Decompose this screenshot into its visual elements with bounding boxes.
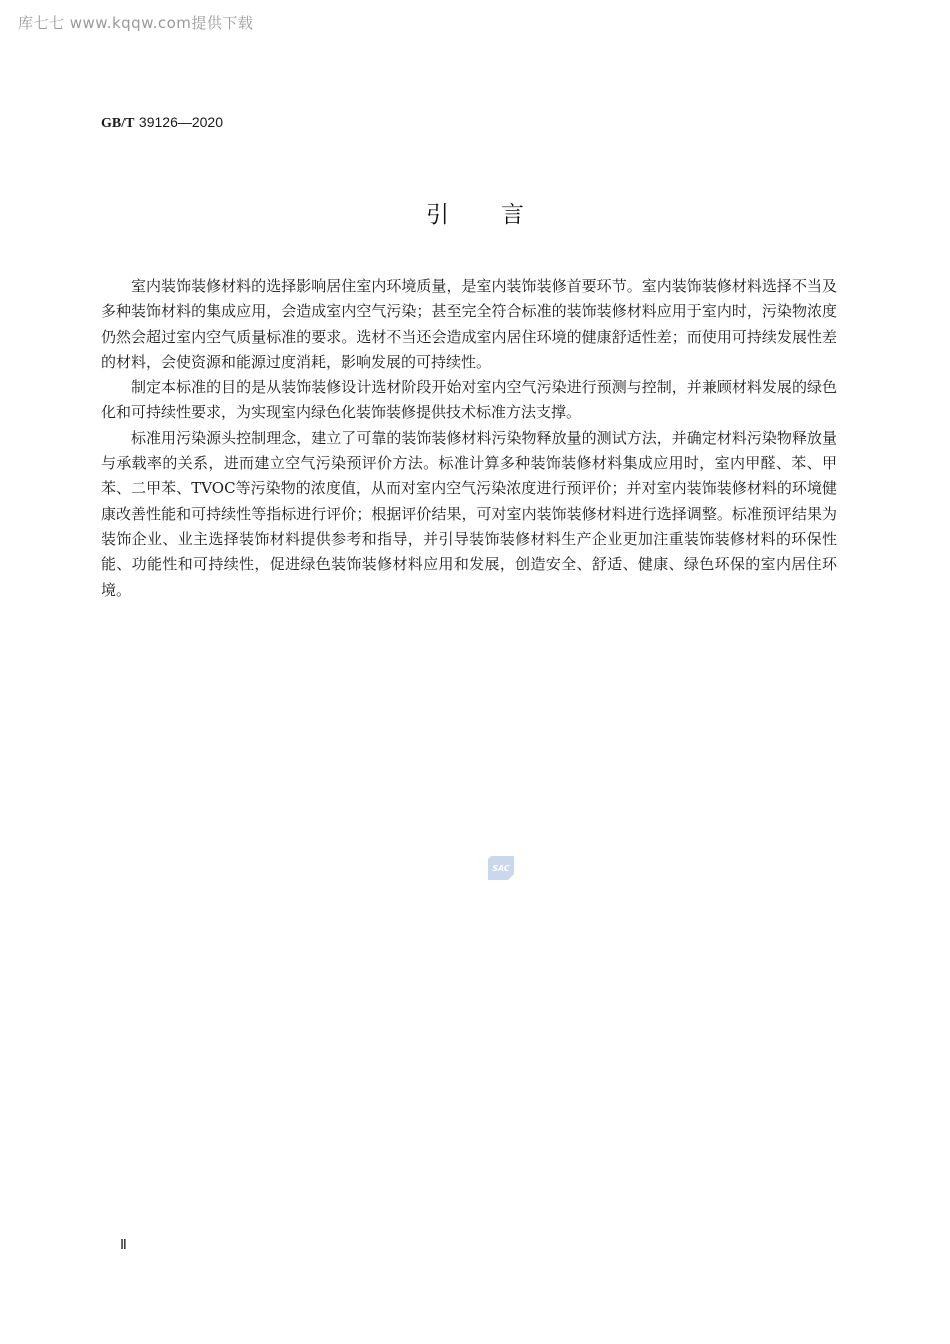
standard-number-header: [101, 114, 223, 132]
standard-number: 39126—2020: [138, 114, 223, 130]
section-title: 引言: [426, 202, 576, 228]
page-number: Ⅱ: [120, 1238, 127, 1253]
paragraph-2: 制定本标准的目的是从装饰装修设计选材阶段开始对室内空气污染进行预测与控制，并兼顾材料发展的绿色化和可持续性要求，为实现室内绿色化装饰装修提供技术标准方法支撑。: [101, 378, 837, 422]
standard-prefix: GB/T: [101, 116, 135, 131]
sac-logo-icon: [488, 856, 514, 880]
download-watermark: 库七七 www.kqqw.com提供下载: [18, 14, 254, 32]
paragraph-3: 标准用污染源头控制理念，建立了可靠的装饰装修材料污染物释放量的测试方法，并确定材料污染物释放量与承载率的关系，进而建立空气污染预评价方法。标准计算多种装饰装修材料集成应用时，室内甲醛、苯、甲苯、二甲苯、TVOC等污染物的浓度值，从而对室内空气污染浓度进行预评价；并对室内装饰装修材料的环境健康改善性能和可持续性等指标进行评价；根据评价结果，可对室内装饰装修材料进行选择调整。标准预评结果为装饰企业、业主选择装饰材料提供参考和指导，并引导装饰装修材料生产企业更加注重装饰装修材料的环保性能、功能性和可持续性，促进绿色装饰装修材料应用和发展，创造安全、舒适、健康、绿色环保的室内居住环境。: [101, 428, 837, 599]
introduction-body: [101, 274, 837, 603]
paragraph-1: 室内装饰装修材料的选择影响居住室内环境质量，是室内装饰装修首要环节。室内装饰装修材料选择不当及多种装饰材料的集成应用，会造成室内空气污染；甚至完全符合标准的装饰装修材料应用于室内时，污染物浓度仍然会超过室内空气质量标准的要求。选材不当还会造成室内居住环境的健康舒适性差；而使用可持续发展性差的材料，会使资源和能源过度消耗，影响发展的可持续性。: [101, 277, 837, 371]
sac-logo-text: SAC: [492, 864, 510, 873]
